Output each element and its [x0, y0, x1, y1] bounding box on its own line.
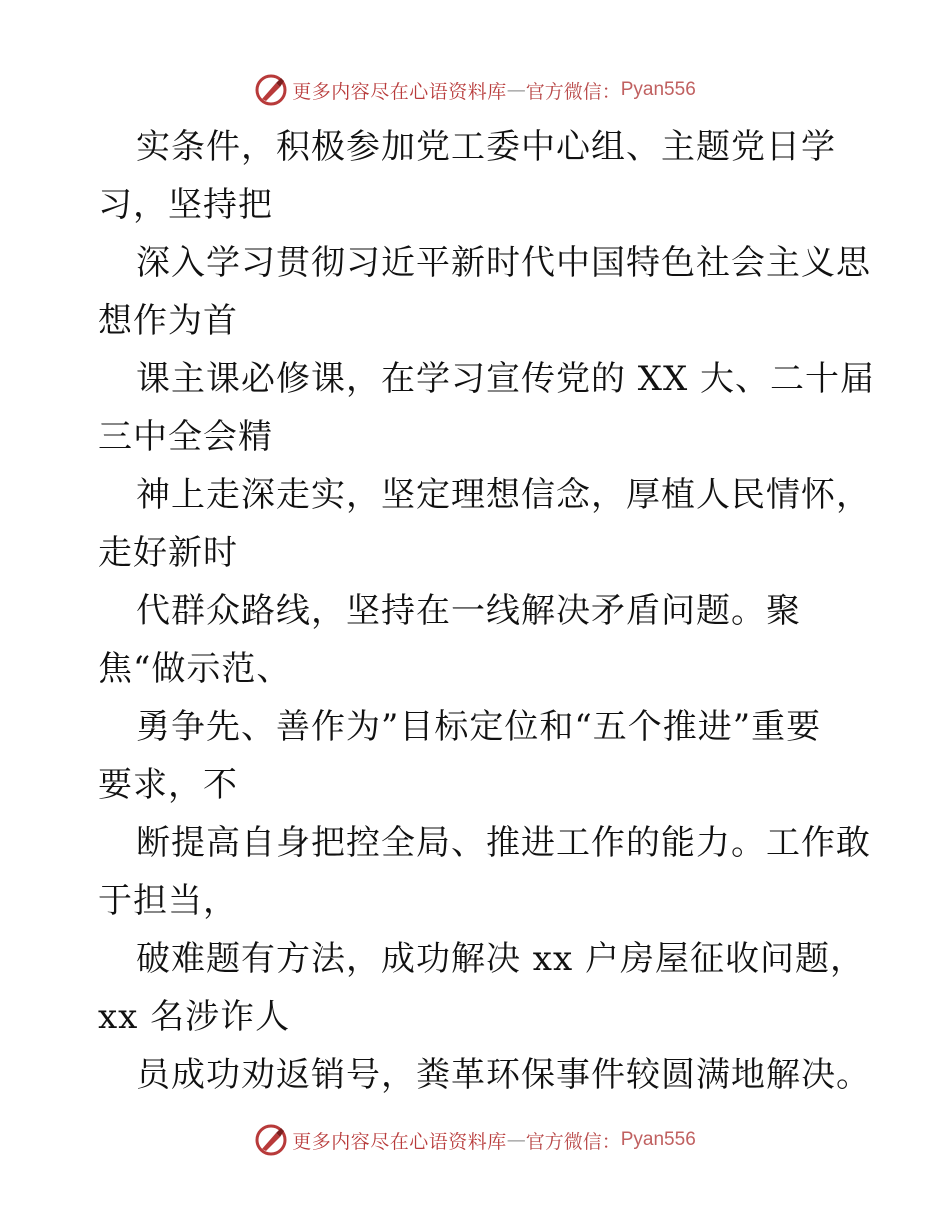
text-line: 神上走深走实，坚定理想信念，厚植人民情怀，	[136, 475, 871, 515]
document-body	[98, 118, 876, 1104]
watermark-brand-text: 更多内容尽在心语资料库	[292, 1130, 507, 1153]
text-line: 三中全会精	[98, 417, 273, 457]
watermark-brand-text: 更多内容尽在心语资料库	[292, 80, 507, 103]
pen-nib-logo-icon	[254, 1123, 288, 1157]
watermark-wechat-id: Pyan556	[620, 79, 696, 100]
text-line: 代群众路线，坚持在一线解决矛盾问题。聚	[136, 591, 801, 631]
watermark-separator: —	[506, 79, 526, 101]
text-line: 于担当，	[98, 881, 238, 921]
text-line: 走好新时	[98, 533, 238, 573]
text-line: 破难题有方法，成功解决 xx 户房屋征收问题，	[136, 939, 865, 979]
text-line: 断提高自身把控全局、推进工作的能力。工作敢	[136, 823, 871, 863]
watermark-separator: —	[506, 1129, 526, 1151]
header-watermark	[0, 70, 950, 110]
text-line: 实条件，积极参加党工委中心组、主题党日学	[136, 127, 836, 167]
text-line: xx 名涉诈人	[98, 997, 291, 1037]
text-line: 要求，不	[98, 765, 238, 805]
text-line: 深入学习贯彻习近平新时代中国特色社会主义思	[136, 243, 871, 283]
text-line: 想作为首	[98, 301, 238, 341]
watermark-wechat-label: 官方微信：	[525, 1130, 621, 1153]
text-line: 课主课必修课，在学习宣传党的 XX 大、二十届	[136, 359, 876, 399]
text-line: 员成功劝返销号，粪革环保事件较圆满地解决。	[136, 1055, 871, 1095]
text-line: 焦“做示范、	[98, 649, 292, 689]
footer-watermark	[0, 1120, 950, 1160]
pen-nib-logo-icon	[254, 73, 288, 107]
watermark-wechat-label: 官方微信：	[525, 80, 621, 103]
text-line: 习，坚持把	[98, 185, 273, 225]
text-line: 勇争先、善作为”目标定位和“五个推进”重要	[136, 707, 822, 747]
watermark-wechat-id: Pyan556	[620, 1129, 696, 1150]
